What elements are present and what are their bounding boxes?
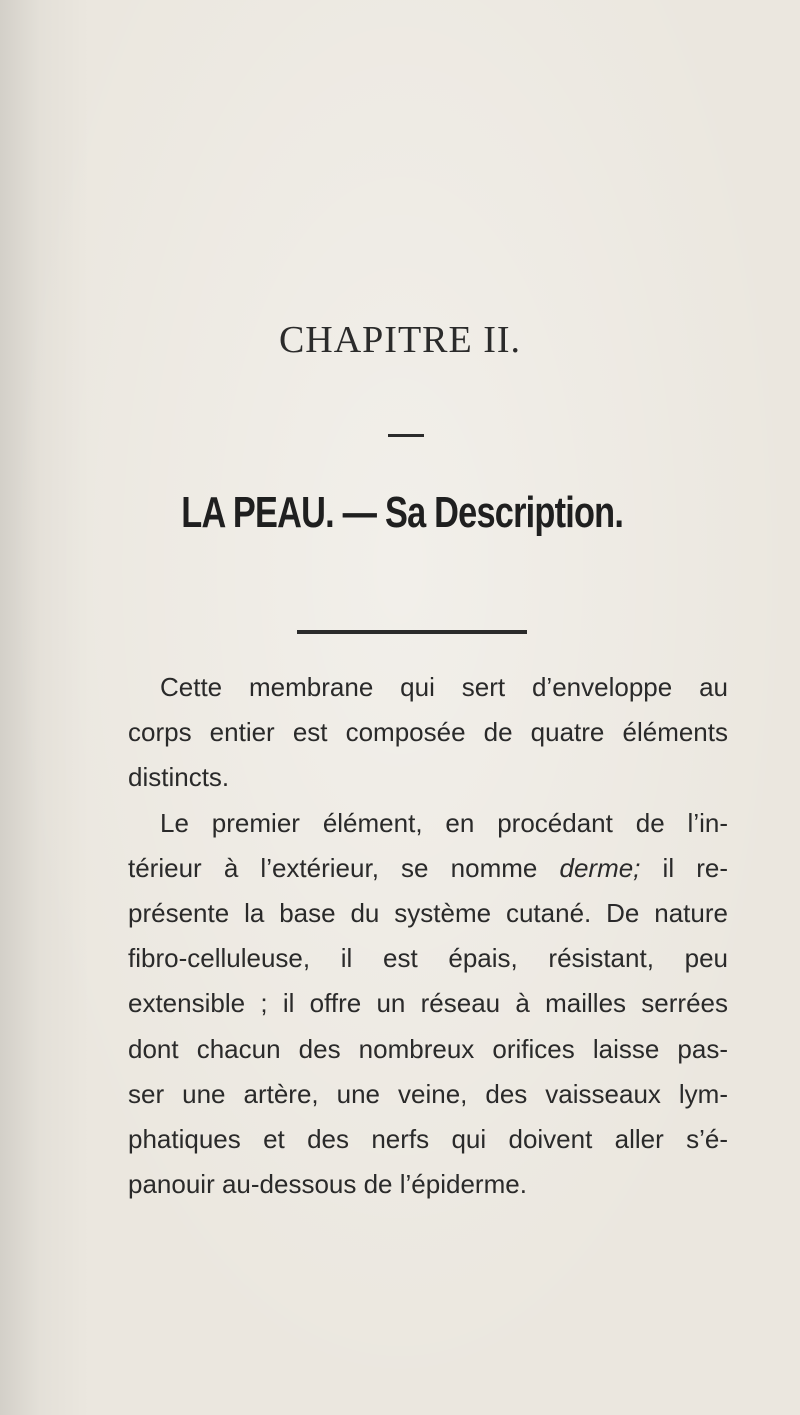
chapter-heading: CHAPITRE II.: [278, 319, 522, 361]
paragraph2-line-4: fibro-celluleuse, il est épais, résistant, peu: [128, 943, 728, 974]
paragraph2-line-2-before: térieur à l’extérieur, se nomme: [128, 852, 560, 883]
paragraph1-line-1: Cette membrane qui sert d’enveloppe au: [160, 672, 728, 702]
paragraph2-line-5: extensible ; il offre un réseau à mailles serrées: [128, 988, 728, 1019]
paragraph1-line-3: distincts.: [128, 762, 230, 793]
paragraph2-line-8: phatiques et des nerfs qui doivent aller s’é-: [128, 1124, 728, 1155]
paragraph2-line-1: Le premier élément, en procédant de l’in-: [160, 807, 728, 838]
paragraph1-line-2: corps entier est composée de quatre éléments: [128, 717, 728, 748]
paragraph2-line-2: [128, 846, 728, 891]
body-text: [128, 665, 728, 1207]
long-divider-rule: [297, 630, 527, 634]
paragraph2-line-7: ser une artère, une veine, des vaisseaux lym-: [128, 1078, 728, 1109]
paragraph2-line-2-after: il re-: [640, 852, 728, 883]
paragraph2-line-9: panouir au-dessous de l’épiderme.: [128, 1169, 527, 1200]
paragraph2-line-3: présente la base du système cutané. De nature: [128, 898, 728, 929]
paragraph2-line-6: dont chacun des nombreux orifices laisse pas-: [128, 1033, 728, 1064]
short-divider-rule: [388, 434, 424, 437]
section-title: LA PEAU. — Sa Description.: [181, 488, 624, 537]
term-derme: derme;: [559, 852, 641, 883]
